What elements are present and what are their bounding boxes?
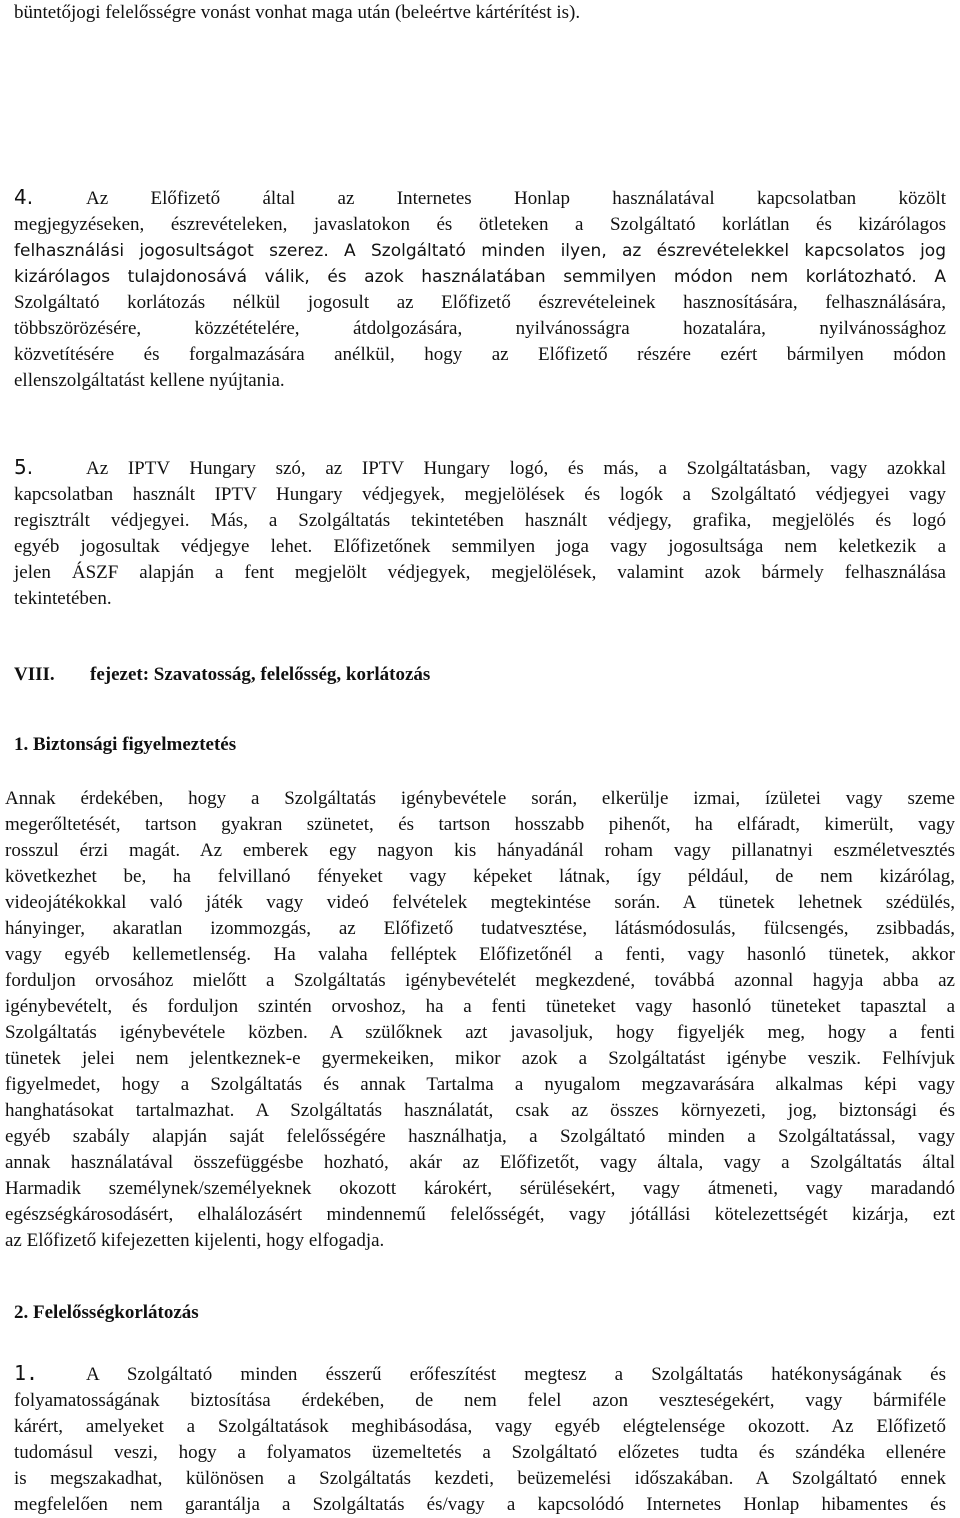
section-4-line-2: felhasználási jogosultságot szerez. A Szolgáltató minden ilyen, az észrevételekkel kapcsolatos jog (14, 241, 946, 261)
section-5-line-3: egyéb jogosultak védjegye lehet. Előfizetőnek semmilyen joga vagy jogosultsága nem keletkezik a (14, 536, 946, 557)
top-line: büntetőjogi felelősségre vonást vonhat maga után (beleértve kártérítést is). (14, 2, 581, 23)
section-4-line-6: közvetítésére és forgalmazására anélkül, hogy az Előfizető részére ezért bármilyen módon (14, 344, 946, 365)
sub1-line-17: az Előfizető kifejezetten kijelenti, hogy elfogadja. (5, 1230, 385, 1251)
sub1-line-12: hanghatásokat tartalmazhat. A Szolgáltatás használatát, csak az összes környezeti, jog, biztonsági és (5, 1100, 955, 1121)
sub2-item-number: 1. (14, 1361, 39, 1385)
sub2-line-4: is megszakadhat, különösen a Szolgáltatás kezdeti, beüzemelési időszakában. A Szolgáltató ennek (14, 1468, 946, 1489)
sub1-line-9: Szolgáltatás igénybevétele közben. A szülőknek azt javasoljuk, hogy figyeljék meg, hogy a fenti (5, 1022, 955, 1043)
section-5-line-2: regisztrált védjegyei. Más, a Szolgáltatás tekintetében használt védjegy, grafika, megjelölés és logó (14, 510, 946, 531)
sub1-line-6: vagy egyéb kellemetlenség. Ha valaha felléptek Előfizetőnél a fenti, vagy hasonló tünetek, akkor (5, 944, 955, 965)
section-4-line-0: 4. Az Előfizető által az Internetes Honlap használatával kapcsolatban közölt (14, 185, 946, 209)
section-5-line-0: 5. Az IPTV Hungary szó, az IPTV Hungary logó, és más, a Szolgáltatásban, vagy azokkal (14, 455, 946, 479)
sub1-line-11: figyelmedet, hogy a Szolgáltatás és annak Tartalma a nyugalom megzavarására alkalmas képi vagy (5, 1074, 955, 1095)
section-4-line-7: ellenszolgáltatást kellene nyújtania. (14, 370, 285, 391)
sub1-line-10: tünetek jelei nem jelentkeznek-e gyermekeiken, mikor azok a Szolgáltatást igénybe veszik. Felhívjuk (5, 1048, 955, 1069)
sub2-line-5: megfelelően nem garantálja a Szolgáltatás és/vagy a kapcsolódó Internetes Honlap hibamentes és (14, 1494, 946, 1515)
sub1-line-3: következhet be, ha felvillanó fényeket vagy képeket látnak, így például, de nem kizárólag, (5, 866, 955, 887)
sub2-line-2: kárért, amelyeket a Szolgáltatások meghibásodása, vagy egyéb elégtelensége okozott. Az Előfizető (14, 1416, 946, 1437)
chapter-title: fejezet: Szavatosság, felelősség, korlátozás (90, 664, 431, 685)
sub1-line-2: rosszul érzi magát. Az emberek egy nagyon kis hányadánál roham vagy pillanatnyi eszméletvesztés (5, 840, 955, 861)
sub1-line-4: videojátékokkal való játék vagy videó felvételek megtekintése során. A tünetek lehetnek szédülés, (5, 892, 955, 913)
section-5-line-5: tekintetében. (14, 588, 112, 609)
sub2-heading: 2. Felelősségkorlátozás (14, 1302, 199, 1323)
sub2-line-3: tudomásul veszi, hogy a folyamatos üzemeltetés a Szolgáltató előzetes tudta és szándéka ellenére (14, 1442, 946, 1463)
sub1-line-0: Annak érdekében, hogy a Szolgáltatás igénybevétele során, elkerülje izmai, ízületei vagy szeme (5, 788, 955, 809)
section-4-line-1: megjegyzéseken, észrevételeken, javaslatokon és ötleteken a Szolgáltató korlátlan és kizárólagos (14, 214, 946, 235)
section-5-number: 5. (14, 455, 34, 479)
chapter-heading (14, 662, 946, 688)
sub1-line-16: egészségkárosodásért, elhalálozásért mindennemű felelősségét, vagy jótállási kötelezettségét kizárja, ezt (5, 1204, 955, 1225)
chapter-number: VIII. (14, 664, 55, 685)
sub2-line-1: folyamatosságának biztosítása érdekében, de nem felel azon veszteségekért, vagy bármiféle (14, 1390, 946, 1411)
section-5-line-4: jelen ÁSZF alapján a fent megjelölt védjegyek, megjelölések, valamint azok bármely felhasználása (14, 562, 946, 583)
sub2-body (14, 1360, 946, 1518)
sub1-line-13: egyéb szabály alapján saját felelősségére használhatja, a Szolgáltató minden a Szolgáltatással, vagy (5, 1126, 955, 1147)
sub1-heading: 1. Biztonsági figyelmeztetés (14, 734, 237, 755)
sub1-line-15: Harmadik személynek/személyeknek okozott károkért, sérülésekért, vagy átmeneti, vagy maradandó (5, 1178, 955, 1199)
section-5-line-1: kapcsolatban használt IPTV Hungary védjegyek, megjelölések és logók a Szolgáltató védjegyei vagy (14, 484, 946, 505)
sub2-line-0: 1. A Szolgáltató minden ésszerű erőfeszítést megtesz a Szolgáltatás hatékonyságának és (14, 1361, 946, 1385)
section-4-line-5: többszörözésére, közzétételére, átdolgozására, nyilvánosságra hozatalára, nyilvánossághoz (14, 318, 946, 339)
sub1-line-7: forduljon orvosához mielőtt a Szolgáltatás igénybevételét megkezdené, továbbá azonnal hagyja abba az (5, 970, 955, 991)
sub1-line-14: annak használatával összefüggésbe hozható, akár az Előfizetőt, vagy általa, vagy a Szolgáltatás által (5, 1152, 955, 1173)
section-4-number: 4. (14, 185, 34, 209)
sub1-body (5, 786, 955, 1254)
section-5 (14, 454, 946, 612)
sub1-line-8: igénybevételt, és forduljon szintén orvoshoz, ha a fenti tüneteket vagy hasonló tüneteket tapasztal a (5, 996, 955, 1017)
sub1-line-1: megerőltetését, tartson gyakran szünetet, és tartson hosszabb pihenőt, ha elfáradt, kimerült, vagy (5, 814, 955, 835)
section-4-line-3: kizárólagos tulajdonosává válik, és azok használatában semmilyen módon nem korlátozható. A (14, 267, 946, 287)
section-4 (14, 184, 946, 394)
sub1-line-5: hányinger, akaratlan izommozgás, az Előfizető tudatvesztése, látásmódosulás, fülcsengés, zsibbadás, (5, 918, 955, 939)
section-4-line-4: Szolgáltató korlátozás nélkül jogosult az Előfizető észrevételeinek hasznosítására, felhasználására, (14, 292, 946, 313)
